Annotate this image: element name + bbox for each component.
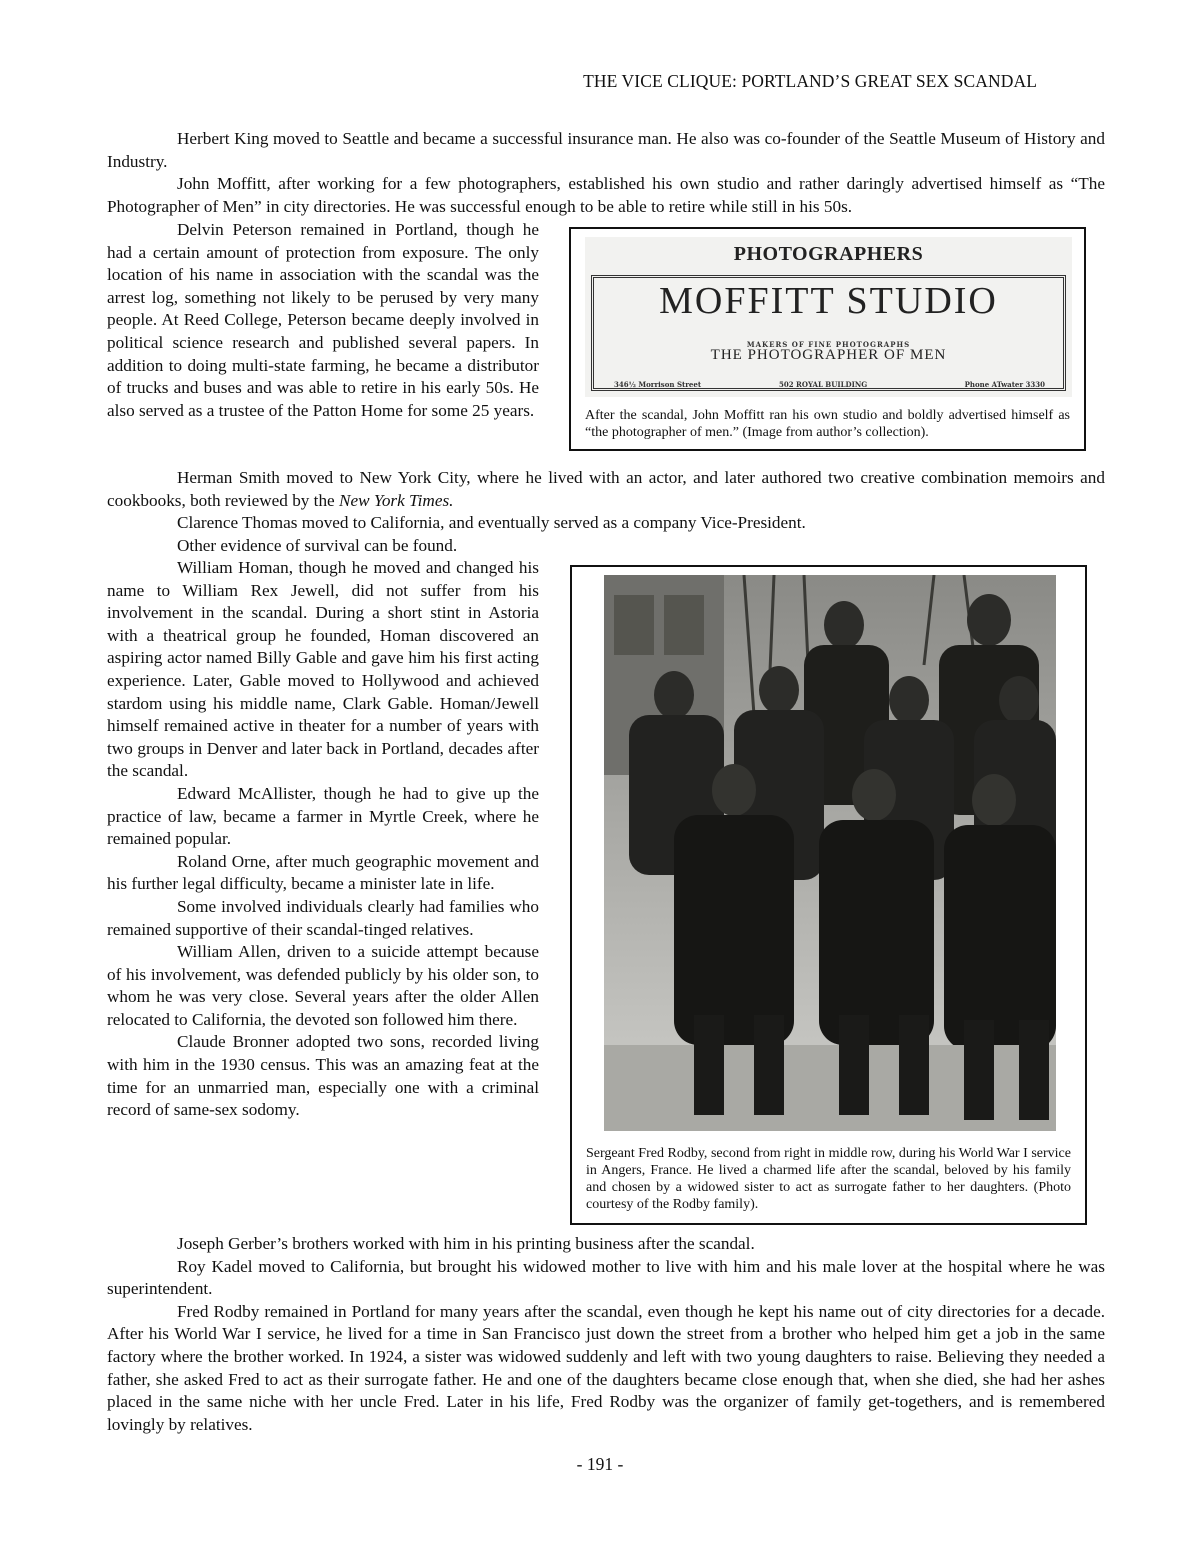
text-block-bottom [107,1233,1105,1436]
figure-group-photo [570,565,1087,1225]
paragraph-survival: Other evidence of survival can be found. [177,535,458,555]
ad-subtitle: THE PHOTOGRAPHER OF MEN [710,347,947,363]
page-number: - 191 - [576,1454,624,1474]
smith-text: Herman Smith moved to New York City, where he lived with an actor, and later authored two creative combination memoirs and cookbooks, both reviewed by the [107,468,1105,510]
figure-caption-rodby: Sergeant Fred Rodby, second from right in middle row, during his World War I service in Angers, France. He lived a charmed life after the scandal, beloved by his family and chosen by a widowed sister to act as surrogate father to her daughters. (Photo courtesy of the Rodby family). [586,1146,1071,1212]
ad-title: MOFFITT STUDIO [659,280,998,322]
paragraph-moffitt: John Moffitt, after working for a few photographers, established his own studio and rather daringly advertised himself as “The Photographer of Men” in city directories. He was successful enough to be able to retire while still in his 50s. [107,174,1105,216]
ad-tagline: MAKERS OF FINE PHOTOGRAPHS [746,340,911,349]
paragraph-families: Some involved individuals clearly had families who remained supportive of their scandal-tinged relatives. [107,896,539,939]
paragraph-allen: William Allen, driven to a suicide attempt because of his involvement, was defended publicly by his older son, to whom he was very close. Several years after the older Allen relocated to California, the devoted son followed him there. [107,942,539,1029]
text-column-peterson [107,219,539,422]
moffitt-advertisement [585,237,1072,397]
figure-caption-moffitt: After the scandal, John Moffitt ran his own studio and boldly advertised himself as “the photographer of men.” (Image from author’s collection). [585,408,1070,440]
soldiers-group-photo [604,575,1056,1131]
publication-title: New York Times. [338,490,454,510]
paragraph-rodby: Fred Rodby remained in Portland for many years after the scandal, even though he kept his name out of city directories for a decade. After his World War I service, he lived for a time in San Francisco just down the street from a brother who helped him get a job in the same factory where the brother worked. In 1924, a sister was widowed suddenly and left with two young daughters to raise. Believing they needed a father, she asked Fred to act as their surrogate father. He and one of the daughters became close enough that, when she died, she had her ashes placed in the same niche with her uncle Fred. Later in his life, Fred Rodby was the organizer of family get-togethers, and is remembered lovingly by relatives. [107,1301,1105,1434]
text-block-top [107,128,1105,218]
ad-address: 346½ Morrison Street [614,380,702,389]
figure-moffitt-ad [569,227,1086,451]
paragraph-thomas: Clarence Thomas moved to California, and eventually served as a company Vice-President. [177,513,806,533]
paragraph-homan: William Homan, though he moved and changed his name to William Rex Jewell, did not suffer from his involvement in the scandal. During a short stint in Astoria with a theatrical group he founded, Homan discovered an aspiring actor named Billy Gable and gave him his first acting experience. Later, Gable moved to Hollywood and achieved stardom using his middle name, Clark Gable. Homan/Jewell himself remained active in theater for a number of years with two groups in Denver and later back in Portland, decades after the scandal. [107,558,539,781]
ad-phone: Phone ATwater 3330 [964,380,1045,389]
paragraph-mcallister: Edward McAllister, though he had to give up the practice of law, became a farmer in Myrtle Creek, where he remained popular. [107,783,539,849]
running-head: THE VICE CLIQUE: PORTLAND’S GREAT SEX SCANDAL [583,71,1037,91]
paragraph-peterson: Delvin Peterson remained in Portland, though he had a certain amount of protection from exposure. The only location of his name in association with the scandal was the arrest log, something not likely to be perused by very many people. At Reed College, Peterson became deeply involved in political science research and published several papers. In addition to doing multi-state farming, he became a distributor of trucks and buses and was able to retire in his early 50s. He also served as a trustee of the Patton Home for some 25 years. [107,220,539,420]
paragraph-gerber: Joseph Gerber’s brothers worked with him in his printing business after the scandal. [177,1234,755,1253]
ad-frame [591,275,1066,391]
photo-illustration [604,575,1056,1131]
paragraph-kadel: Roy Kadel moved to California, but brought his widowed mother to live with him and his male lover at the hospital where he was superintendent. [107,1256,1105,1299]
paragraph-bronner: Claude Bronner adopted two sons, recorded living with him in the 1930 census. This was an amazing feat at the time for an unmarried man, especially one with a criminal record of same-sex sodomy. [107,1032,539,1120]
text-block-middle [107,467,1105,557]
paragraph-king: Herbert King moved to Seattle and became a successful insurance man. He also was co-founder of the Seattle Museum of History and Industry. [107,129,1105,171]
paragraph-orne: Roland Orne, after much geographic movement and his further legal difficulty, became a minister late in life. [107,851,539,894]
paragraph-smith [107,467,1105,512]
ad-building: 502 ROYAL BUILDING [779,380,868,389]
text-column-left [107,557,539,1122]
ad-header: PHOTOGRAPHERS [733,243,924,265]
